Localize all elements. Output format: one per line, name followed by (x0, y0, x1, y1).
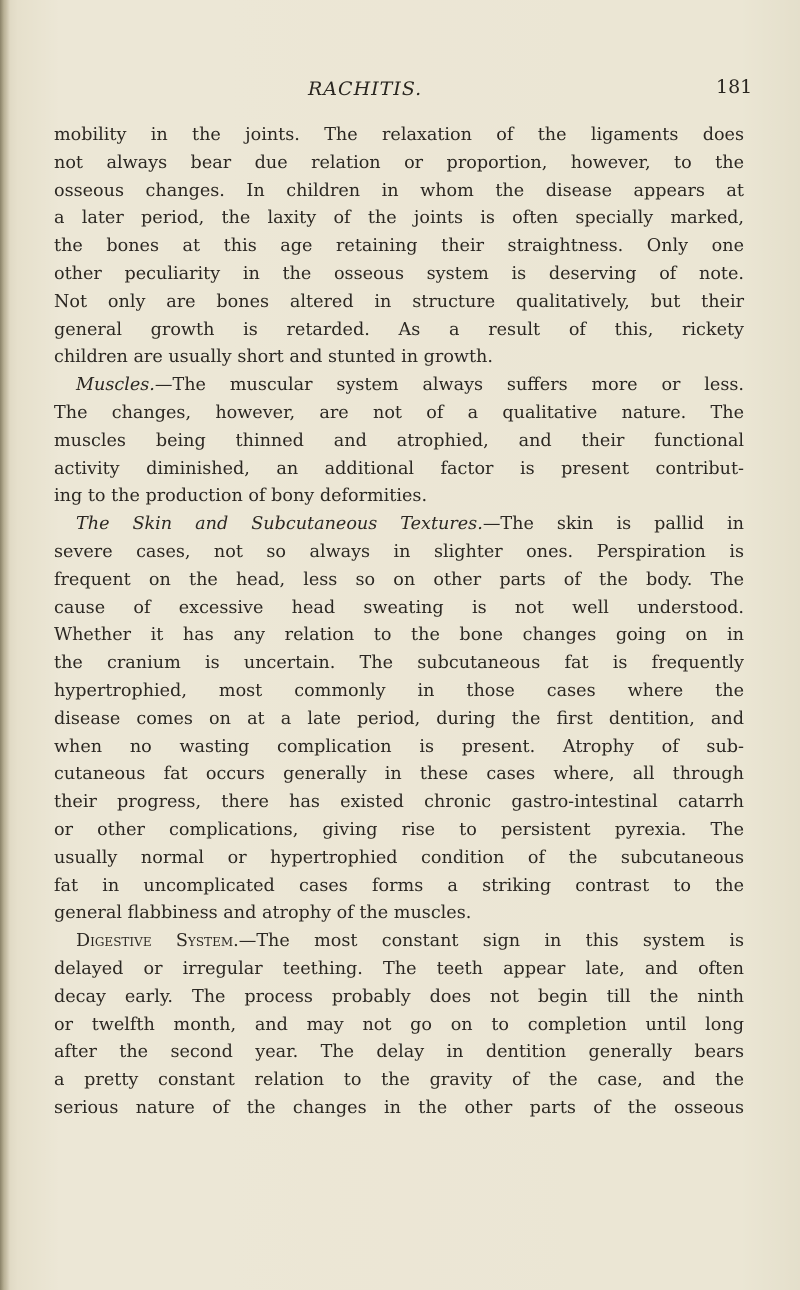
text-line: other peculiarity in the osseous system is deserving of note. (54, 263, 744, 284)
running-title: RACHITIS. (308, 78, 423, 100)
text-line: serious nature of the changes in the other parts of the osseous (54, 1097, 744, 1118)
text-line: hypertrophied, most commonly in those cases where the (54, 680, 744, 701)
text-line: ing to the production of bony deformities. (54, 486, 428, 507)
body-text (54, 122, 744, 1123)
text-line: general growth is retarded. As a result of this, rickety (54, 319, 744, 340)
page-binding-edge (0, 0, 10, 1290)
page-header (0, 76, 800, 106)
paragraph-muscles-first-line (54, 372, 744, 400)
page-number: 181 (716, 76, 753, 98)
text-line: fat in uncomplicated cases forms a striking contrast to the (54, 875, 744, 896)
text-line: not always bear due relation or proportion, however, to the (54, 152, 744, 173)
text-line: cause of excessive head sweating is not well understood. (54, 597, 744, 618)
text-line: the bones at this age retaining their straightness. Only one (54, 236, 744, 257)
text-line: after the second year. The delay in dentition generally bears (54, 1042, 744, 1063)
text-line: the cranium is uncertain. The subcutaneous fat is frequently (54, 653, 744, 674)
text-line: mobility in the joints. The relaxation of the ligaments does (54, 125, 744, 145)
paragraph-digestive-first-line (54, 928, 744, 956)
section-heading-muscles: Muscles. (76, 375, 155, 396)
text-line: Whether it has any relation to the bone changes going on in (54, 625, 744, 646)
text-fragment: —The muscular system always suffers more or less. (154, 375, 744, 396)
text-line: or other complications, giving rise to persistent pyrexia. The (54, 819, 744, 840)
section-heading-digestive: Digestive System. (76, 931, 239, 952)
section-heading-skin: The Skin and Subcutaneous Textures. (76, 514, 483, 535)
text-line: a pretty constant relation to the gravity of the case, and the (54, 1070, 744, 1091)
text-line: usually normal or hypertrophied condition of the subcutaneous (54, 847, 744, 868)
text-line: decay early. The process probably does not begin till the ninth (54, 986, 744, 1007)
text-line: disease comes on at a late period, during the first dentition, and (54, 708, 744, 729)
text-line: their progress, there has existed chronic gastro-intestinal catarrh (54, 792, 744, 813)
text-fragment: —The skin is pallid in (482, 514, 744, 535)
text-line: frequent on the head, less so on other parts of the body. The (54, 569, 744, 590)
text-line: a later period, the laxity of the joints is often specially marked, (54, 208, 744, 229)
text-line: general flabbiness and atrophy of the muscles. (54, 903, 472, 924)
text-line: delayed or irregular teething. The teeth appear late, and often (54, 958, 744, 979)
text-line: The changes, however, are not of a qualitative nature. The (54, 402, 744, 423)
text-line: cutaneous fat occurs generally in these cases where, all through (54, 764, 744, 785)
paragraph-skin-first-line (54, 511, 744, 539)
text-line: when no wasting complication is present. Atrophy of sub- (54, 736, 744, 757)
text-fragment: —The most constant sign in this system is (238, 931, 745, 952)
text-line: children are usually short and stunted in growth. (54, 347, 493, 368)
text-line: or twelfth month, and may not go on to completion until long (54, 1014, 744, 1035)
text-line: osseous changes. In children in whom the disease appears at (54, 180, 744, 201)
text-line: muscles being thinned and atrophied, and their functional (54, 430, 744, 451)
text-line: activity diminished, an additional factor is present contribut- (54, 458, 744, 479)
text-line: Not only are bones altered in structure qualitatively, but their (54, 291, 744, 312)
text-line: severe cases, not so always in slighter ones. Perspiration is (54, 541, 744, 562)
